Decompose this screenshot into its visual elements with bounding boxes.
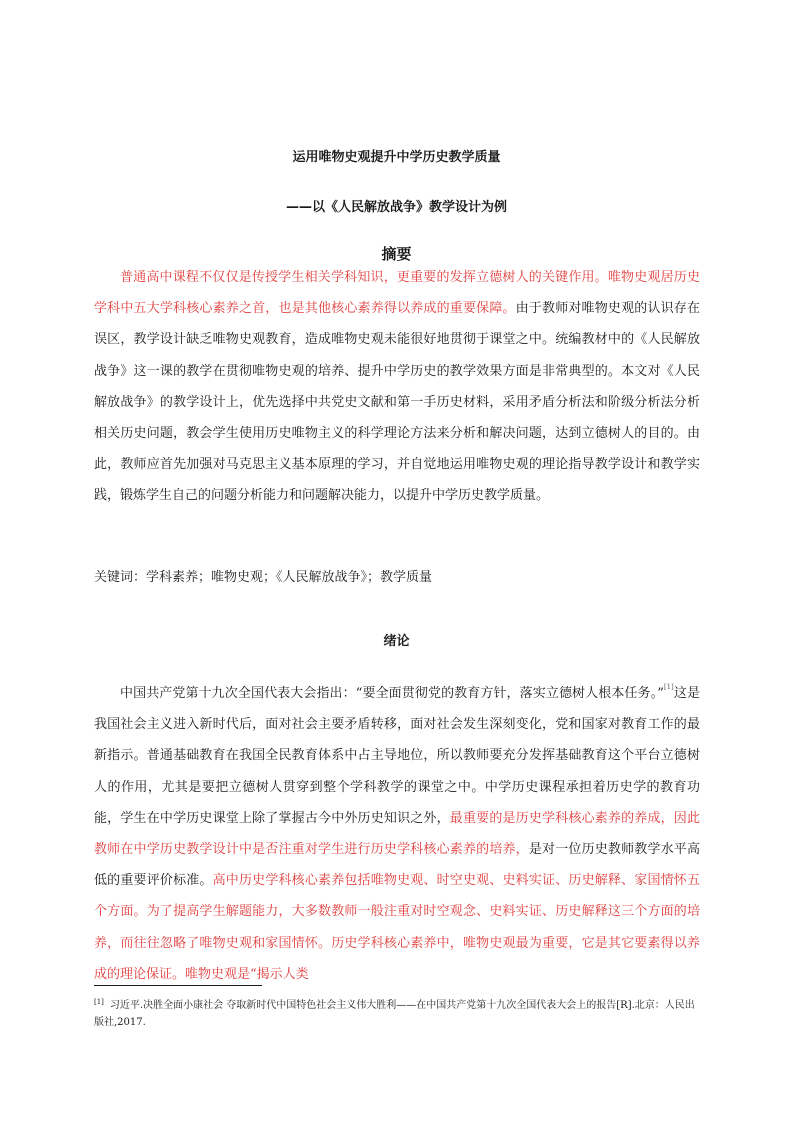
intro-text-3: 是对一位历史教师教学水平高低的重要评价标准。 (94, 842, 700, 889)
document-title: 运用唯物史观提升中学历史教学质量 (292, 150, 501, 165)
intro-highlight-2: 高中历史学科核心素养包括唯物史观、时空史观、史料实证、历史解释、家国情怀五个方面。为了提高学生解题能力，大多数教师一般注重对时空观念、史料实证、历史解释这三个方面的培养，而往往忽略了唯物史观和家国情怀。历史学科核心素养中，唯物史观最为重要，它是其它要素得以养成的理论保证。唯物史观是“揭示人类 (94, 873, 700, 982)
footnote-reference[interactable]: [1] (663, 683, 674, 691)
abstract-heading: 摘要 (381, 245, 412, 263)
footnote-separator (94, 985, 262, 986)
abstract-highlight: 普通高中课程不仅仅是传授学生相关学科知识，更重要的发挥立德树人的关键作用。唯物史观居历史学科中五大学科核心素养之首，也是其他核心素养得以养成的重要保障。 (94, 270, 700, 317)
abstract-paragraph (94, 262, 700, 512)
intro-paragraph (94, 672, 700, 990)
document-subtitle: ——以《人民解放战争》教学设计为例 (285, 200, 507, 215)
intro-text-1: 中国共产党第十九次全国代表大会指出：“要全面贯彻党的教育方针，落实立德树人根本任务。” (120, 686, 664, 701)
keywords-line: 关键词：学科素养；唯物史观；《人民解放战争》；教学质量 (94, 570, 433, 585)
intro-highlight-1: 最重要的是历史学科核心素养的养成，因此教师在中学历史教学设计中是否注重对学生进行历史学科核心素养的培养， (94, 810, 700, 858)
footnote-text: 习近平.决胜全面小康社会 夺取新时代中国特色社会主义伟大胜利——在中国共产党第十九次全国代表大会上的报告[R].北京：人民出版社,2017. (94, 1000, 695, 1028)
intro-heading: 绪论 (383, 634, 410, 649)
footnote (94, 994, 700, 1031)
intro-text-2: 这是我国社会主义进入新时代后，面对社会主要矛盾转移，面对社会发生深刻变化，党和国家对教育工作的最新指示。普通基础教育在我国全民教育体系中占主导地位，所以教师要充分发挥基础教育这个平台立德树人的作用，尤其是要把立德树人贯穿到整个学科教学的课堂之中。中学历史课程承担着历史学的教育功能，学生在中学历史课堂上除了掌握古今中外历史知识之外， (94, 686, 700, 826)
footnote-mark: [1] (94, 998, 104, 1006)
abstract-body: 由于教师对唯物史观的认识存在误区，教学设计缺乏唯物史观教育，造成唯物史观未能很好地贯彻于课堂之中。统编教材中的《人民解放战争》这一课的教学在贯彻唯物史观的培养、提升中学历史的教学效果方面是非常典型的。本文对《人民解放战争》的教学设计上，优先选择中共党史文献和第一手历史材料，采用矛盾分析法和阶级分析法分析相关历史问题，教会学生使用历史唯物主义的科学理论方法来分析和解决问题，达到立德树人的目的。由此，教师应首先加强对马克思主义基本原理的学习，并自觉地运用唯物史观的理论指导教学设计和教学实践，锻炼学生自己的问题分析能力和问题解决能力，以提升中学历史教学质量。 (94, 301, 700, 504)
